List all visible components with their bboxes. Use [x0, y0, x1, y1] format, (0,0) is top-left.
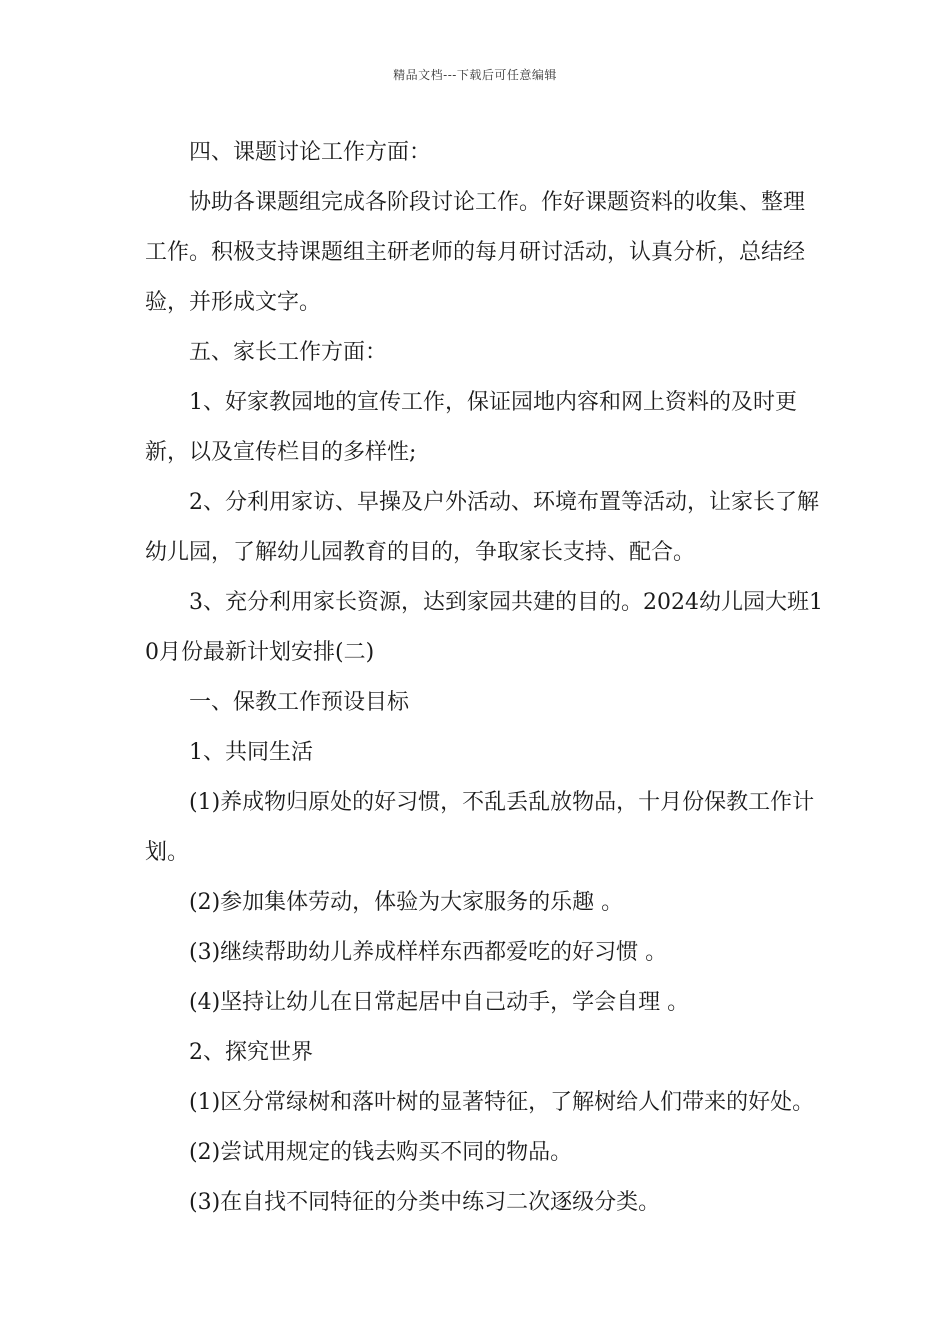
- document-body: [145, 128, 825, 1228]
- section-heading-research: 四、课题讨论工作方面：: [189, 140, 432, 165]
- list-item-explore-1: (1)区分常绿树和落叶树的显著特征，了解树给人们带来的好处。: [189, 1090, 815, 1115]
- paragraph-parents-1: 1、好家教园地的宣传工作，保证园地内容和网上资料的及时更新，以及宣传栏目的多样性;: [145, 390, 797, 465]
- section-heading-goals: 一、保教工作预设目标: [189, 690, 410, 715]
- list-item-living-1: (1)养成物归原处的好习惯，不乱丢乱放物品，十月份保教工作计划。: [145, 790, 815, 865]
- subheading-living: 1、共同生活: [189, 740, 313, 765]
- paragraph-research: 协助各课题组完成各阶段讨论工作。作好课题资料的收集、整理工作。积极支持课题组主研老师的每月研讨活动，认真分析，总结经验，并形成文字。: [145, 190, 806, 315]
- list-item-explore-3: (3)在自找不同特征的分类中练习二次逐级分类。: [189, 1190, 661, 1215]
- section-heading-parents: 五、家长工作方面：: [189, 340, 388, 365]
- page-header: 精品文档---下载后可任意编辑: [393, 68, 557, 82]
- subheading-explore: 2、探究世界: [189, 1040, 313, 1065]
- paragraph-parents-3: 3、充分利用家长资源，达到家园共建的目的。2024幼儿园大班10月份最新计划安排(二): [145, 590, 823, 665]
- list-item-explore-2: (2)尝试用规定的钱去购买不同的物品。: [189, 1140, 573, 1165]
- list-item-living-3: (3)继续帮助幼儿养成样样东西都爱吃的好习惯 。: [189, 940, 668, 965]
- list-item-living-2: (2)参加集体劳动，体验为大家服务的乐趣 。: [189, 890, 624, 915]
- list-item-living-4: (4)坚持让幼儿在日常起居中自己动手，学会自理 。: [189, 990, 690, 1015]
- paragraph-parents-2: 2、分利用家访、早操及户外活动、环境布置等活动，让家长了解幼儿园，了解幼儿园教育的目的，争取家长支持、配合。: [145, 490, 819, 565]
